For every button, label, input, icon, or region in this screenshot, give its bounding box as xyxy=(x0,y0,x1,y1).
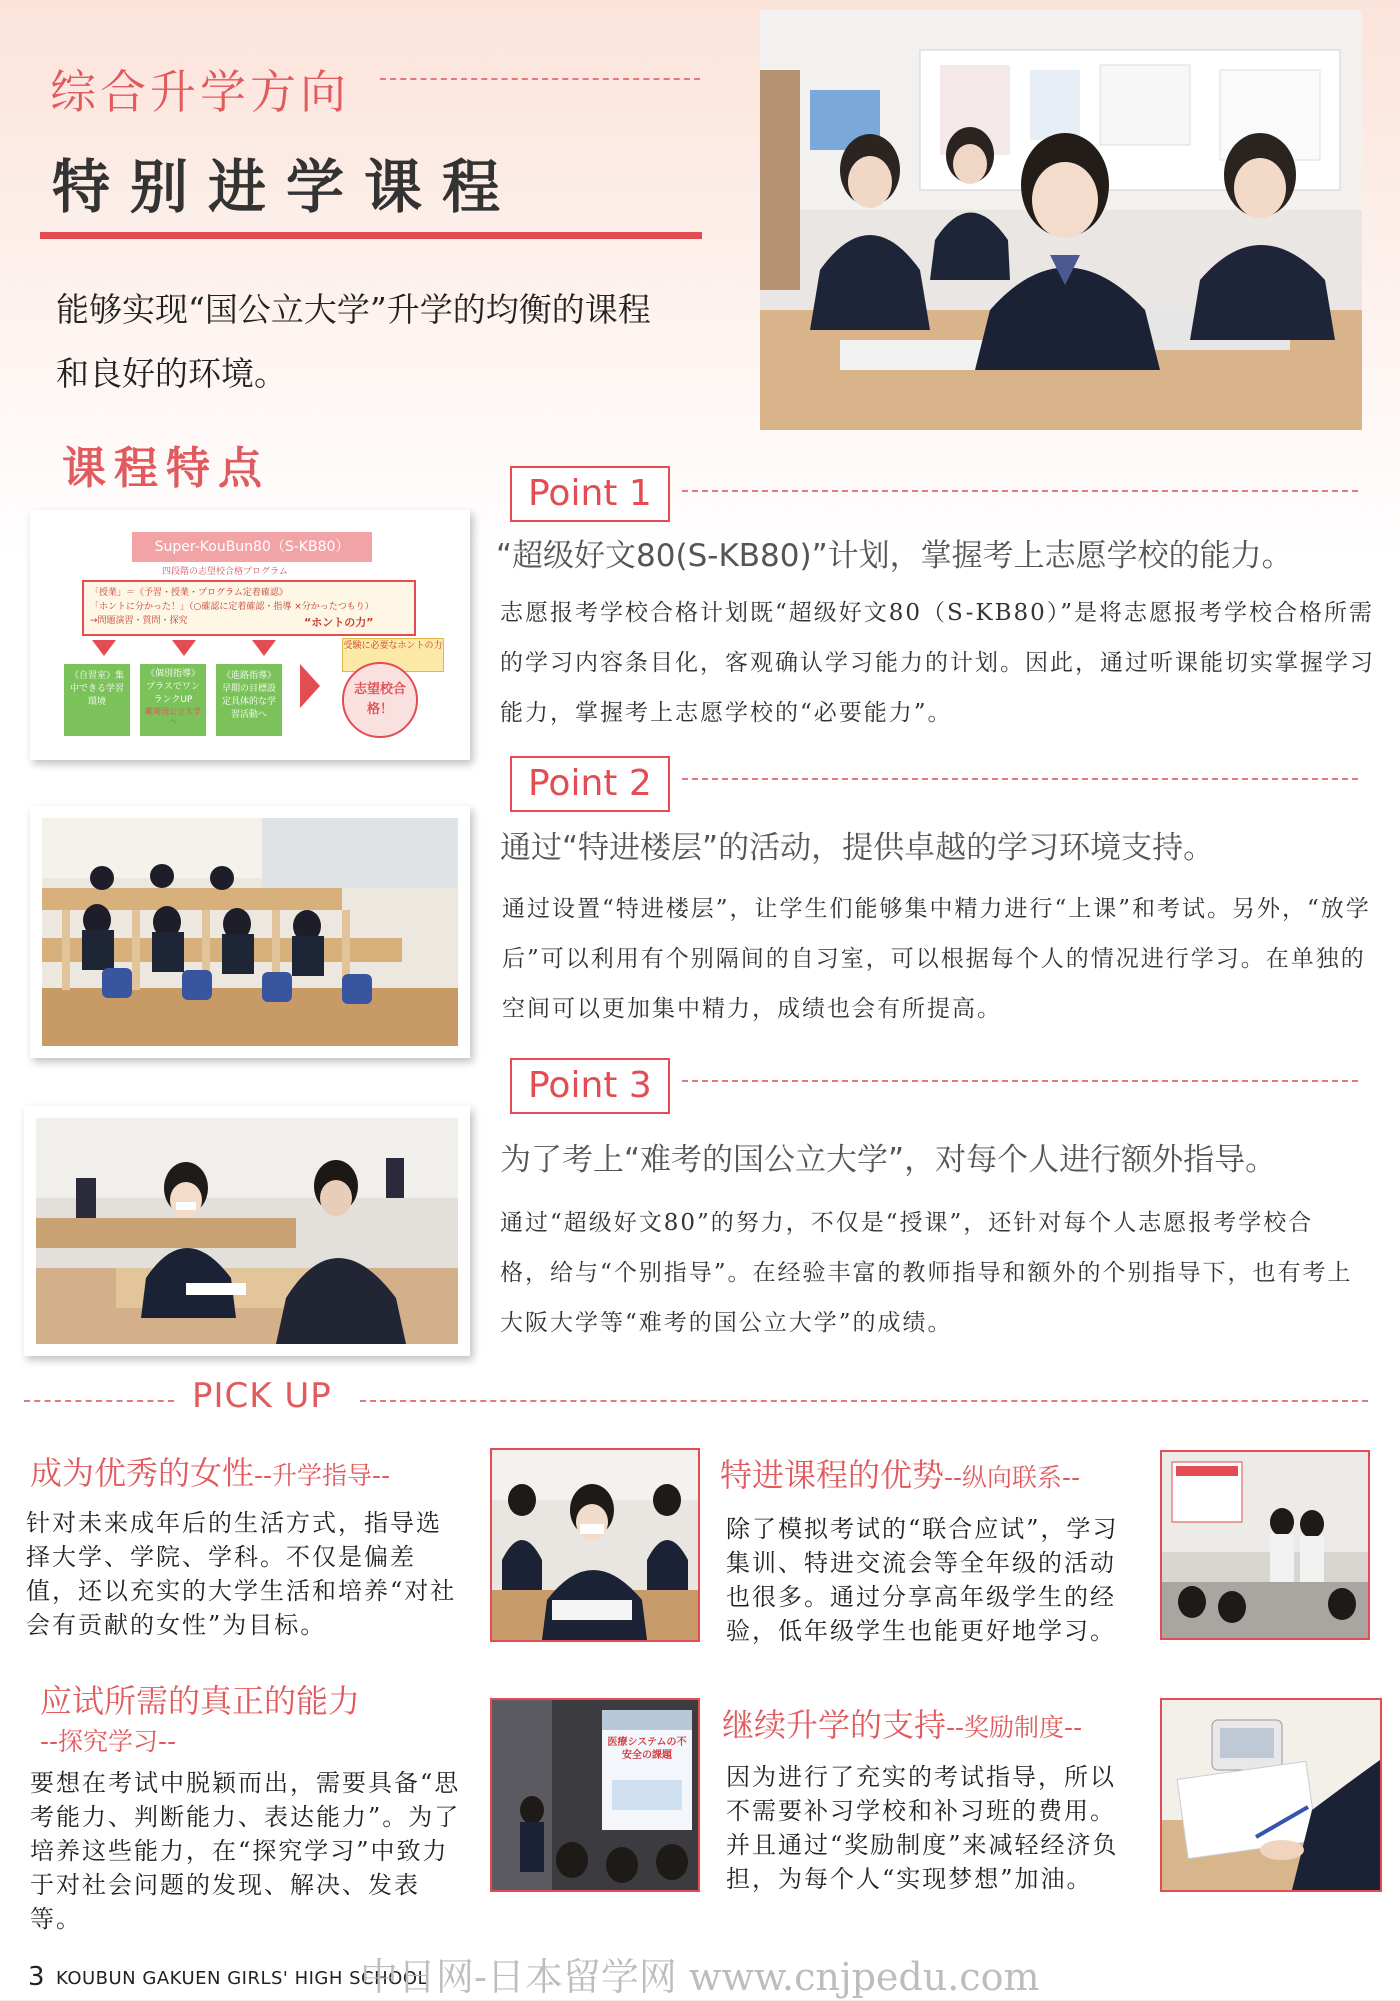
diagram-tag: “ホントの力” xyxy=(304,616,374,629)
pickup-item-title xyxy=(30,1448,390,1494)
pickup-item-subtitle: --纵向联系-- xyxy=(944,1463,1081,1492)
diagram-step: 《自習室》集中できる学習環境 xyxy=(64,664,130,736)
section-title: 课程特点 xyxy=(62,443,270,494)
point-1-body: 志愿报考学校合格计划既“超级好文80（S-KB80）”是将志愿报考学校合格所需的学习内容条目化，客观确认学习能力的计划。因此，通过听课能切实掌握学习能力，掌握考上志愿学校的“必要能力”。 xyxy=(500,600,1375,726)
study-room-photo xyxy=(30,806,470,1058)
point-2-heading: 通过“特进楼层”的活动，提供卓越的学习环境支持。 xyxy=(500,830,1215,866)
divider xyxy=(24,1400,174,1402)
page-number: 3 xyxy=(28,1962,45,1992)
pickup-item-subtitle: --探究学习-- xyxy=(40,1727,177,1756)
pickup-item-subtitle: --升学指导-- xyxy=(254,1461,391,1490)
pickup-title: PICK UP xyxy=(192,1376,332,1416)
divider xyxy=(360,1400,1368,1402)
classroom-photo xyxy=(760,10,1362,430)
diagram-step-note: 難関国公立大学へ xyxy=(145,707,201,726)
goal-circle: 志望校合格！ xyxy=(342,662,418,738)
pickup-item-heading: 成为优秀的女性 xyxy=(30,1454,255,1492)
diagram-step xyxy=(140,664,206,736)
point-1-badge: Point 1 xyxy=(510,466,670,522)
title-underline xyxy=(40,232,702,239)
watermark: 中日网-日本留学网 www.cnjpedu.com xyxy=(360,1955,1040,1999)
lead-text: 能够实现“国公立大学”升学的均衡的课程和良好的环境。 xyxy=(56,290,651,393)
pickup-item-body: 因为进行了充实的考试指导，所以不需要补习学校和补习班的费用。并且通过“奖励制度”来减轻经济负担，为每个人“实现梦想”加油。 xyxy=(726,1763,1119,1893)
pickup-item-body: 针对未来成年后的生活方式，指导选择大学、学院、学科。不仅是偏差值，还以充实的大学生活和培养“对社会有贡献的女性”为目标。 xyxy=(26,1509,457,1639)
diagram-step-text: 《個別指導》プラスでワンランクUP xyxy=(145,669,200,705)
diagram-step: 《進路指導》早期の目標設定具体的な学習活動へ xyxy=(216,664,282,736)
study-photo xyxy=(1160,1698,1382,1892)
pickup-item-subtitle: --奖励制度-- xyxy=(946,1713,1083,1742)
presentation-photo xyxy=(490,1698,700,1892)
diagram-subtitle: 四段階の志望校合格プログラム xyxy=(162,567,288,577)
pickup-item-heading: 应试所需的真正的能力 xyxy=(40,1682,361,1720)
pickup-item-title xyxy=(722,1700,1082,1746)
diagram-note: 受験に必要なホントの力 xyxy=(342,638,444,672)
point-3-heading: 为了考上“难考的国公立大学”，对每个人进行额外指导。 xyxy=(500,1142,1277,1178)
pickup-item-title xyxy=(720,1450,1080,1496)
divider xyxy=(682,778,1358,780)
point-3-body: 通过“超级好文80”的努力，不仅是“授课”，还针对每个人志愿报考学校合格，给与“个别指导”。在经验丰富的教师指导和额外的个别指导下，也有考上大阪大学等“难考的国公立大学”的成绩。 xyxy=(500,1210,1353,1336)
diagram-row: 「授業」＝《予習・授業・プログラム定着確認》 xyxy=(90,588,288,598)
program-diagram xyxy=(30,510,470,760)
school-name: KOUBUN GAKUEN GIRLS' HIGH SCHOOL xyxy=(56,1968,429,1989)
pickup-item-heading: 继续升学的支持 xyxy=(722,1706,947,1744)
point-1-heading: “超级好文80(S-KB80)”计划，掌握考上志愿学校的能力。 xyxy=(496,538,1293,574)
pickup-item-heading: 特进课程的优势 xyxy=(720,1456,945,1494)
point-2-body: 通过设置“特进楼层”，让学生们能够集中精力进行“上课”和考试。另外，“放学后”可以利用有个别隔间的自习室，可以根据每个人的情况进行学习。在单独的空间可以更加集中精力，成绩也会有所提高。 xyxy=(502,896,1371,1022)
divider xyxy=(682,1080,1358,1082)
page-title: 特别进学课程 xyxy=(52,153,521,221)
tutoring-photo xyxy=(24,1106,470,1356)
pickup-item-body: 要想在考试中脱颖而出，需要具备“思考能力、判断能力、表达能力”。为了培养这些能力，在“探究学习”中致力于对社会问题的发现、解决、发表等。 xyxy=(30,1769,461,1933)
divider xyxy=(682,490,1358,492)
guidance-photo xyxy=(490,1448,700,1642)
diagram-row: 「ホントに分かった！」（○確認に定着確認・指導 ×分かったつもり） xyxy=(90,602,374,612)
pickup-item-body: 除了模拟考试的“联合应试”，学习集训、特进交流会等全年级的活动也很多。通过分享高年级学生的经验，低年级学生也能更好地学习。 xyxy=(726,1515,1119,1645)
arrow-down-icon xyxy=(172,640,196,656)
arrow-down-icon xyxy=(92,640,116,656)
point-3-badge: Point 3 xyxy=(510,1058,670,1114)
point-2-badge: Point 2 xyxy=(510,756,670,812)
divider xyxy=(380,78,700,80)
course-direction: 综合升学方向 xyxy=(50,65,350,119)
screen-text: 医療システムの不安全の課題 xyxy=(607,1737,687,1761)
exchange-photo xyxy=(1160,1450,1370,1640)
diagram-row: →問題演習・質問・探究 xyxy=(90,616,188,626)
arrow-right-icon xyxy=(300,664,320,708)
arrow-down-icon xyxy=(252,640,276,656)
diagram-title: Super-KouBun80（S-KB80） xyxy=(132,532,372,562)
